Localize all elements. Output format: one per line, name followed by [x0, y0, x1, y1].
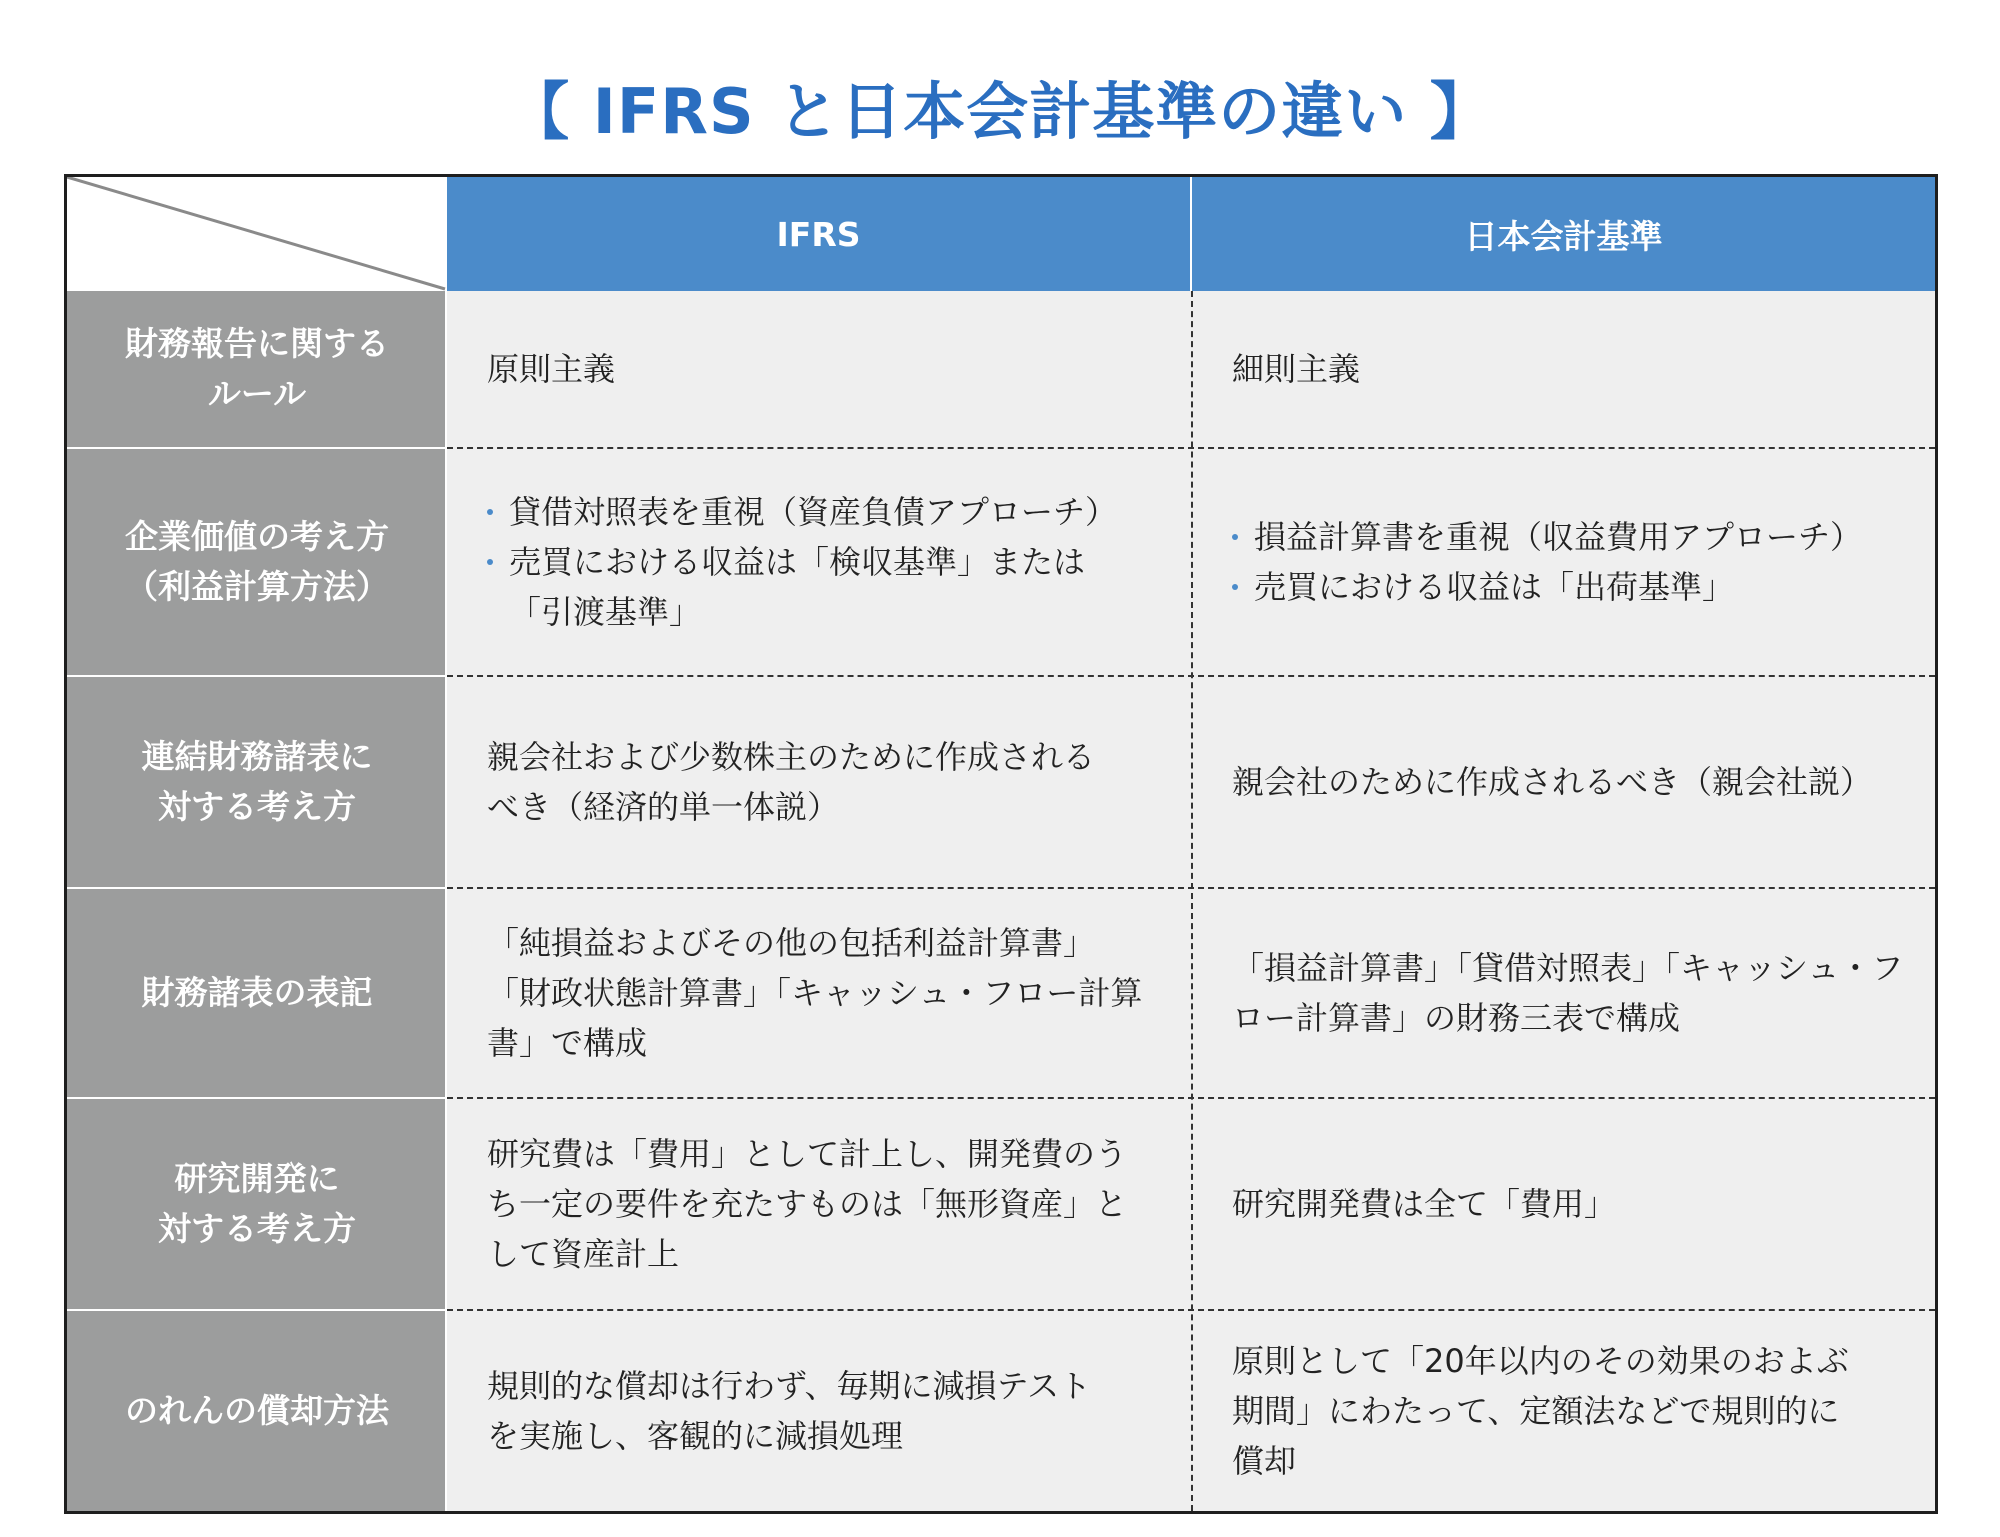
cell-text: 細則主義 [1232, 350, 1361, 388]
corner-diagonal [67, 177, 447, 291]
cell-text: 親会社および少数株主のために作成される べき（経済的単一体説） [487, 738, 1096, 826]
column-header-jgaap: 日本会計基準 [1192, 177, 1935, 291]
cell-text: 研究開発費は全て「費用」 [1232, 1185, 1617, 1223]
cell-ifrs-goodwill [487, 1311, 1167, 1511]
cell-jgaap-goodwill [1232, 1311, 1922, 1511]
cell-text: 原則として「20年以内のその効果のおよぶ 期間」にわたって、定額法などで規則的に 償却 [1232, 1342, 1849, 1480]
column-divider [1191, 291, 1193, 1511]
row-header-enterprise-value [67, 449, 447, 675]
cell-ifrs-research-development [487, 1099, 1167, 1309]
cell-text: 研究費は「費用」として計上し、開発費のう ち一定の要件を充たすものは「無形資産」と して資産計上 [487, 1135, 1128, 1273]
cell-jgaap-reporting-rules [1232, 291, 1922, 447]
row-header-research-development [67, 1099, 447, 1309]
row-header-consolidated [67, 677, 447, 887]
bullet-list [1232, 512, 1862, 612]
bullet-list [487, 487, 1117, 637]
cell-jgaap-research-development [1232, 1099, 1922, 1309]
cell-text: 「純損益およびその他の包括利益計算書」 「財政状態計算書」「キャッシュ・フロー計算 書」で構成 [487, 924, 1143, 1062]
comparison-table [64, 174, 1938, 1514]
rowhead-separator [445, 291, 447, 1511]
row-header-reporting-rules [67, 291, 447, 447]
row-label: 財務報告に関する ルール [125, 324, 389, 413]
row-header-goodwill [67, 1311, 447, 1511]
corner-cell [67, 177, 447, 291]
column-header-ifrs: IFRS [447, 177, 1190, 291]
row-label: 連結財務諸表に 対する考え方 [141, 737, 373, 826]
cell-jgaap-statement-notation [1232, 889, 1922, 1097]
cell-ifrs-statement-notation [487, 889, 1167, 1097]
row-label: 財務諸表の表記 [141, 973, 373, 1012]
cell-ifrs-consolidated [487, 677, 1167, 887]
bullet-item: 貸借対照表を重視（資産負債アプローチ） [487, 487, 1117, 537]
cell-text: 規則的な償却は行わず、毎期に減損テスト を実施し、客観的に減損処理 [487, 1367, 1092, 1455]
row-label: のれんの償却方法 [125, 1391, 389, 1430]
row-header-statement-notation [67, 889, 447, 1097]
row-label: 企業価値の考え方 （利益計算方法） [125, 517, 389, 606]
cell-ifrs-reporting-rules [487, 291, 1167, 447]
cell-text: 親会社のために作成されるべき（親会社説） [1232, 763, 1873, 801]
cell-text: 「損益計算書」「貸借対照表」「キャッシュ・フ ロー計算書」の財務三表で構成 [1232, 949, 1904, 1037]
cell-ifrs-enterprise-value [487, 449, 1167, 675]
cell-jgaap-consolidated [1232, 677, 1922, 887]
cell-text: 原則主義 [487, 350, 616, 388]
row-label: 研究開発に 対する考え方 [158, 1159, 356, 1248]
bullet-item: 損益計算書を重視（収益費用アプローチ） [1232, 512, 1862, 562]
bullet-item: 売買における収益は「出荷基準」 [1232, 562, 1862, 612]
page-title: 【 IFRS と日本会計基準の違い 】 [507, 75, 1493, 148]
cell-jgaap-enterprise-value [1232, 449, 1922, 675]
bullet-item: 売買における収益は「検収基準」または 「引渡基準」 [487, 537, 1117, 637]
